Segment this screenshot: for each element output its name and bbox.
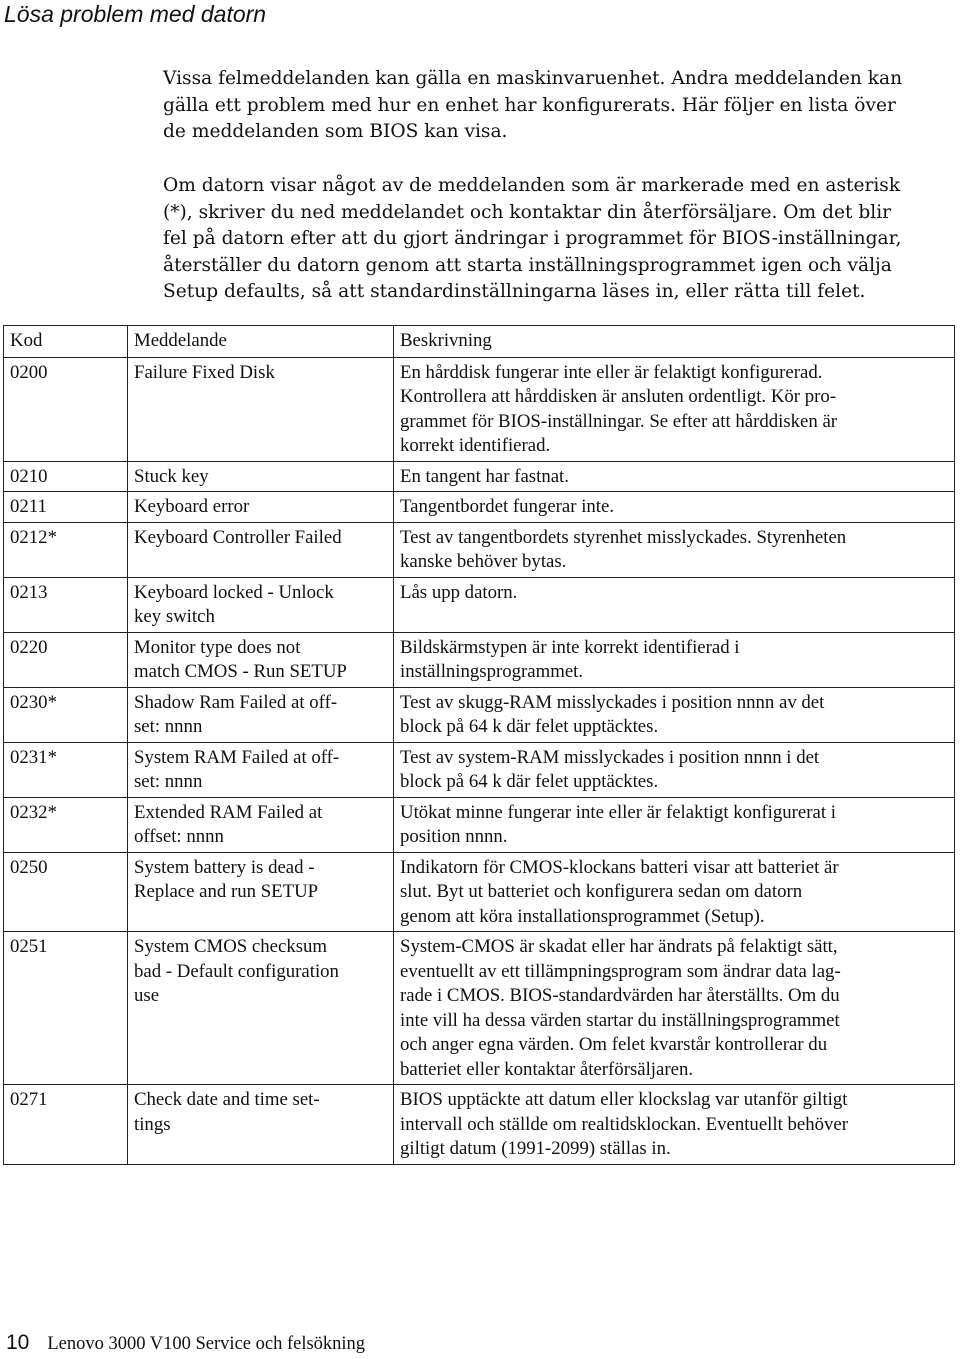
- error-description-cell: Test av skugg-RAM misslyckades i position nnnn av det block på 64 k där felet upptäcktes.: [394, 687, 955, 742]
- error-code-cell: 0200: [4, 357, 128, 461]
- error-message-cell: Extended RAM Failed at offset: nnnn: [128, 797, 394, 852]
- error-message-cell: Stuck key: [128, 461, 394, 492]
- table-row: [4, 522, 955, 577]
- page-footer: [6, 1331, 365, 1356]
- error-code-cell: 0210: [4, 461, 128, 492]
- error-message-cell: Monitor type does not match CMOS - Run SETUP: [128, 632, 394, 687]
- error-description-cell: Bildskärmstypen är inte korrekt identifierad i inställningsprogrammet.: [394, 632, 955, 687]
- table-row: [4, 577, 955, 632]
- intro-paragraph-2: Om datorn visar något av de meddelanden som är markerade med en asterisk (*), skriver du ned meddelandet och kontaktar din återförsäljare. Om det blir fel på datorn efter att du gjort ändringar i programmet för BIOS-inställningar, återställer du datorn genom att starta inställningsprogrammet igen och välja Setup defaults, så att standardinställningarna läses in, eller rätta till felet.: [163, 175, 902, 302]
- error-description-cell: BIOS upptäckte att datum eller klockslag var utanför giltigt intervall och ställde om realtidsklockan. Eventuellt behöver giltigt datum (1991-2099) ställas in.: [394, 1085, 955, 1165]
- error-message-cell: Shadow Ram Failed at off- set: nnnn: [128, 687, 394, 742]
- error-message-cell: System CMOS checksum bad - Default configuration use: [128, 932, 394, 1085]
- table-row: [4, 742, 955, 797]
- error-description-cell: En tangent har fastnat.: [394, 461, 955, 492]
- table-row: [4, 687, 955, 742]
- error-message-cell: Failure Fixed Disk: [128, 357, 394, 461]
- error-description-cell: Tangentbordet fungerar inte.: [394, 492, 955, 523]
- table-row: [4, 492, 955, 523]
- table-row: [4, 1085, 955, 1165]
- error-code-cell: 0220: [4, 632, 128, 687]
- error-code-cell: 0232*: [4, 797, 128, 852]
- column-header-code: Kod: [4, 326, 128, 358]
- table-row: [4, 357, 955, 461]
- error-description-cell: En hårddisk fungerar inte eller är felaktigt konfigurerad. Kontrollera att hårddisken är ansluten ordentligt. Kör pro- grammet för BIOS-inställningar. Se efter att hårddisken är korrekt identifierad.: [394, 357, 955, 461]
- table-row: [4, 632, 955, 687]
- error-code-cell: 0231*: [4, 742, 128, 797]
- table-row: [4, 932, 955, 1085]
- error-description-cell: Test av tangentbordets styrenhet misslyckades. Styrenheten kanske behöver bytas.: [394, 522, 955, 577]
- error-description-cell: Utökat minne fungerar inte eller är felaktigt konfigurerat i position nnnn.: [394, 797, 955, 852]
- error-code-cell: 0211: [4, 492, 128, 523]
- error-description-cell: Indikatorn för CMOS-klockans batteri visar att batteriet är slut. Byt ut batteriet och konfigurera sedan om datorn genom att köra installationsprogrammet (Setup).: [394, 852, 955, 932]
- error-code-cell: 0212*: [4, 522, 128, 577]
- error-code-cell: 0250: [4, 852, 128, 932]
- error-message-cell: System battery is dead - Replace and run SETUP: [128, 852, 394, 932]
- error-message-cell: Keyboard Controller Failed: [128, 522, 394, 577]
- page-number: 10: [6, 1331, 30, 1354]
- table-row: [4, 797, 955, 852]
- book-title: Lenovo 3000 V100 Service och felsökning: [47, 1334, 366, 1354]
- table-row: [4, 461, 955, 492]
- error-description-cell: Lås upp datorn.: [394, 577, 955, 632]
- error-code-table: [3, 325, 955, 1165]
- table-row: [4, 852, 955, 932]
- error-code-cell: 0213: [4, 577, 128, 632]
- error-code-cell: 0271: [4, 1085, 128, 1165]
- page-header-title: Lösa problem med datorn: [4, 1, 267, 27]
- error-code-cell: 0230*: [4, 687, 128, 742]
- intro-paragraph-1: Vissa felmeddelanden kan gälla en maskinvaruenhet. Andra meddelanden kan gälla ett problem med hur en enhet har konfigurerats. Här följer en lista över de meddelanden som BIOS kan visa.: [163, 68, 903, 142]
- error-description-cell: Test av system-RAM misslyckades i position nnnn i det block på 64 k där felet upptäcktes.: [394, 742, 955, 797]
- column-header-message: Meddelande: [128, 326, 394, 358]
- column-header-description: Beskrivning: [394, 326, 955, 358]
- table-header-row: [4, 326, 955, 358]
- error-message-cell: Keyboard locked - Unlock key switch: [128, 577, 394, 632]
- error-code-cell: 0251: [4, 932, 128, 1085]
- error-message-cell: Check date and time set- tings: [128, 1085, 394, 1165]
- error-message-cell: System RAM Failed at off- set: nnnn: [128, 742, 394, 797]
- error-description-cell: System-CMOS är skadat eller har ändrats på felaktigt sätt, eventuellt av ett tillämpningsprogram som ändrar data lag- rade i CMOS. BIOS-standardvärden har återställts. Om du inte vill ha dessa värden startar du inställningsprogrammet och anger egna värden. Om felet kvarstår kontrollerar du batteriet eller kontaktar återförsäljaren.: [394, 932, 955, 1085]
- error-message-cell: Keyboard error: [128, 492, 394, 523]
